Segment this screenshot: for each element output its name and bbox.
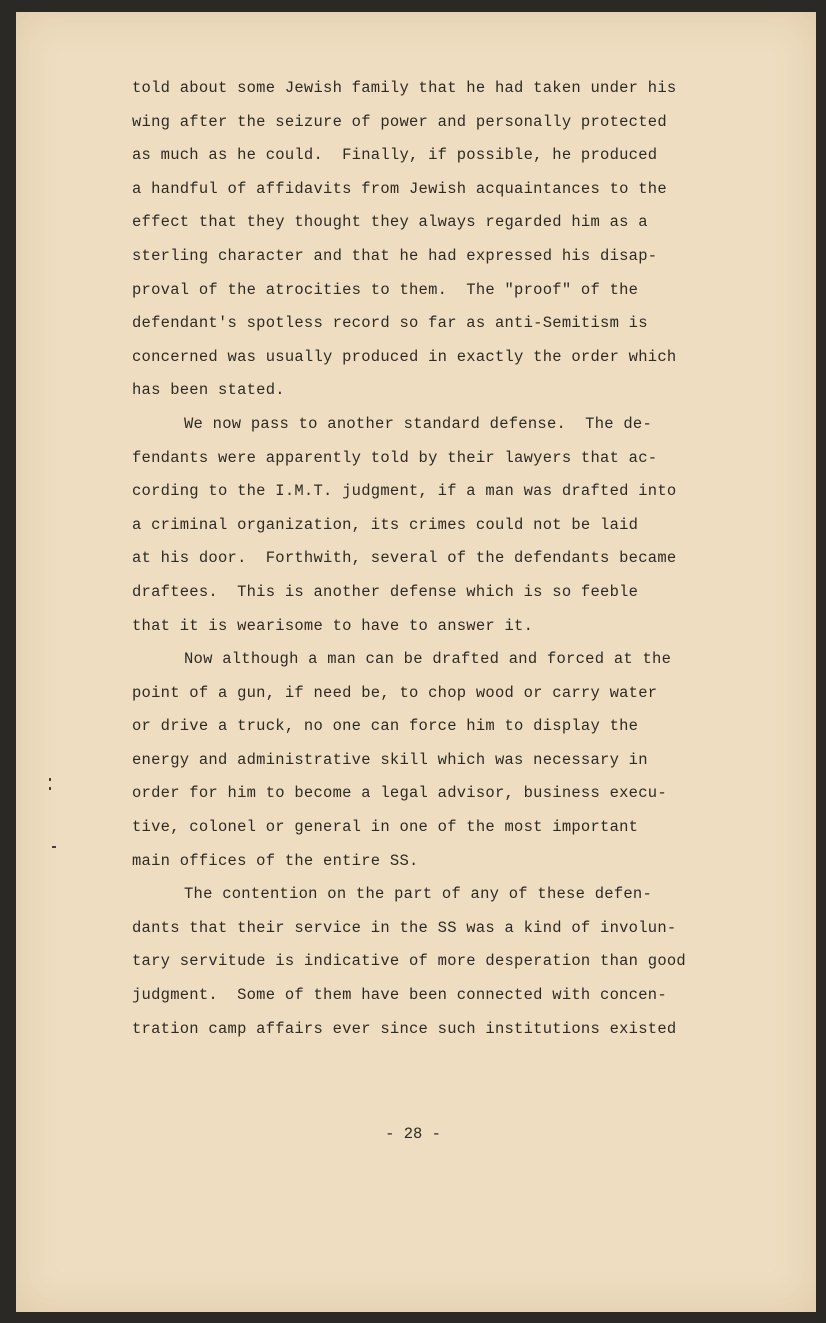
text-line: that it is wearisome to have to answer it. <box>132 616 534 635</box>
text-line: wing after the seizure of power and personally protected <box>132 112 667 131</box>
paragraph-first-line: We now pass to another standard defense. The de- <box>184 414 653 433</box>
text-line: concerned was usually produced in exactly the order which <box>132 347 677 366</box>
text-line: proval of the atrocities to them. The "proof" of the <box>132 280 639 299</box>
text-line: order for him to become a legal advisor, business execu- <box>132 784 667 803</box>
margin-mark <box>49 787 51 790</box>
text-line: energy and administrative skill which was necessary in <box>132 750 648 769</box>
page-number: - 28 - <box>385 1125 441 1143</box>
text-line: as much as he could. Finally, if possible, he produced <box>132 146 658 165</box>
text-line: told about some Jewish family that he had taken under his <box>132 79 677 97</box>
margin-mark <box>52 846 56 848</box>
text-line: point of a gun, if need be, to chop wood or carry water <box>132 683 658 702</box>
text-line: cording to the I.M.T. judgment, if a man was drafted into <box>132 482 677 501</box>
text-line: judgment. Some of them have been connected with concen- <box>132 986 667 1005</box>
text-line: dants that their service in the SS was a kind of involun- <box>132 918 677 937</box>
margin-mark <box>49 778 51 781</box>
text-line: tive, colonel or general in one of the most important <box>132 818 639 837</box>
text-line: fendants were apparently told by their lawyers that ac- <box>132 448 658 467</box>
text-line: or drive a truck, no one can force him to display the <box>132 717 639 736</box>
paragraph-first-line: The contention on the part of any of these defen- <box>184 885 653 904</box>
text-line: draftees. This is another defense which is so feeble <box>132 582 639 601</box>
text-line: defendant's spotless record so far as anti-Semitism is <box>132 314 648 333</box>
body-text <box>132 72 732 1046</box>
text-line: tration camp affairs ever since such institutions existed <box>132 1019 677 1038</box>
text-line: a handful of affidavits from Jewish acquaintances to the <box>132 179 667 198</box>
text-line: at his door. Forthwith, several of the defendants became <box>132 549 677 568</box>
text-line: a criminal organization, its crimes could not be laid <box>132 515 639 534</box>
text-line: has been stated. <box>132 381 285 400</box>
text-line: main offices of the entire SS. <box>132 851 419 870</box>
text-line: effect that they thought they always regarded him as a <box>132 213 648 232</box>
text-line: sterling character and that he had expressed his disap- <box>132 246 658 265</box>
text-line: tary servitude is indicative of more desperation than good <box>132 952 686 971</box>
paragraph-first-line: Now although a man can be drafted and forced at the <box>184 650 672 669</box>
